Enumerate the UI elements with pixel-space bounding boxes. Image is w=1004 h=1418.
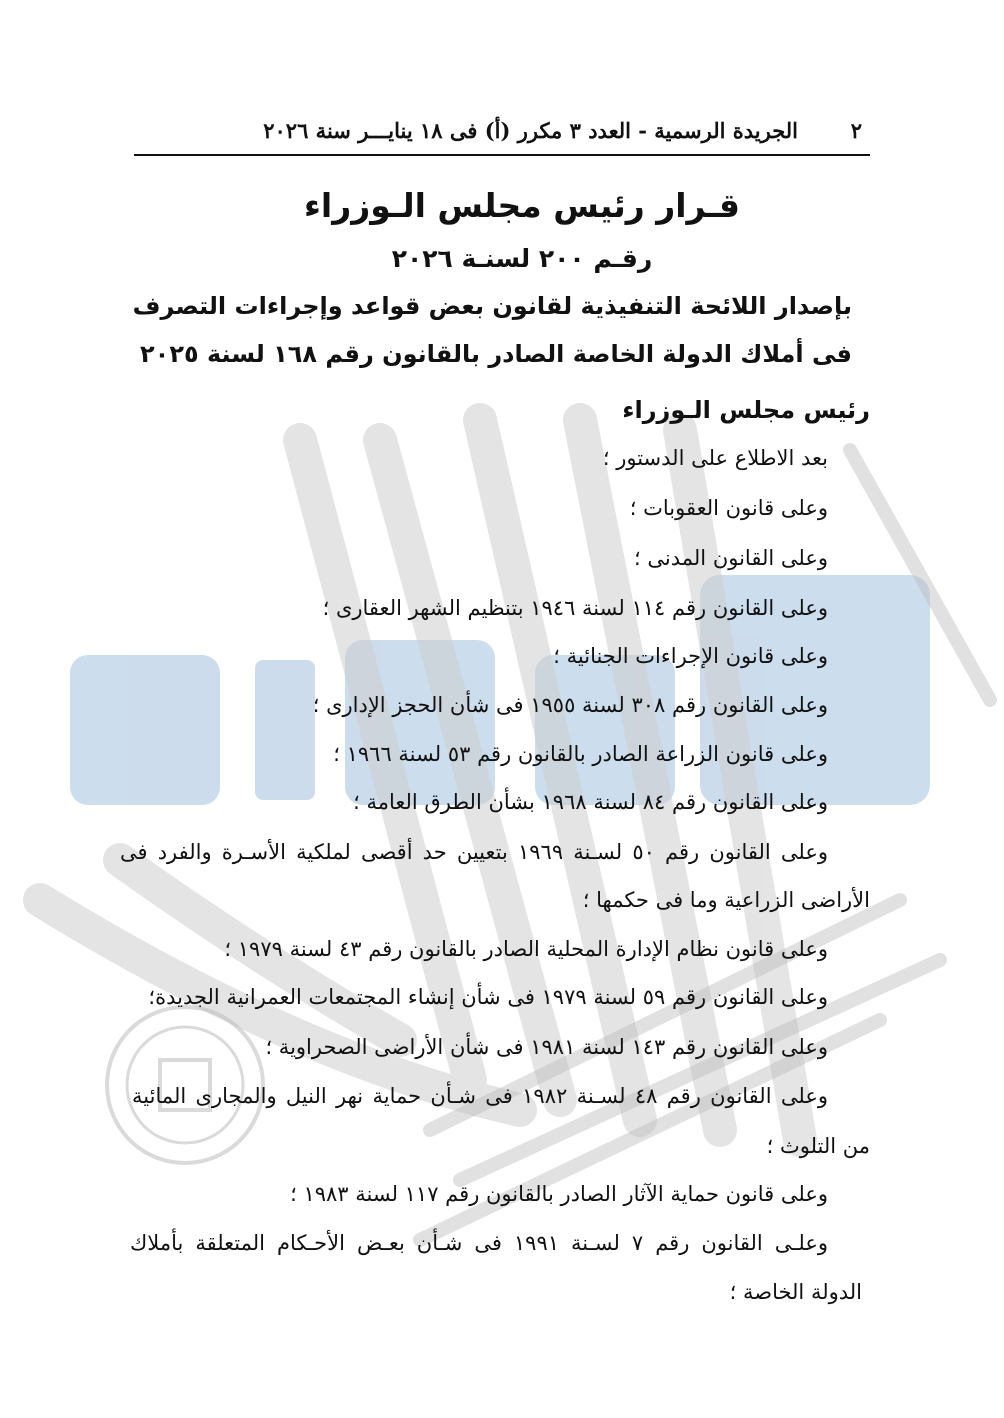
preamble-line: وعلى القانون المدنى ؛	[634, 546, 828, 570]
decree-subject-line-2: فى أملاك الدولة الخاصة الصادر بالقانون رقم ١٦٨ لسنة ٢٠٢٥	[140, 340, 852, 368]
preamble-line: الدولة الخاصة ؛	[729, 1280, 862, 1304]
preamble-line: وعلى قانون الإجراءات الجنائية ؛	[553, 644, 828, 668]
preamble-line: من التلوث ؛	[766, 1134, 870, 1158]
decree-subject-line-1: بإصدار اللائحة التنفيذية لقانون بعض قواعد وإجراءات التصرف	[132, 292, 852, 320]
preamble-line: وعلى القانون رقم ٥٩ لسنة ١٩٧٩ فى شأن إنشاء المجتمعات العمرانية الجديدة؛	[148, 985, 828, 1009]
decree-number: رقـم ٢٠٠ لسنـة ٢٠٢٦	[391, 244, 653, 273]
preamble-line: وعلى القانون رقم ١١٤ لسنة ١٩٤٦ بتنظيم الشهر العقارى ؛	[322, 596, 828, 620]
preamble-line: وعلى القانون رقم ٤٨ لسـنة ١٩٨٢ فى شـأن حماية نهر النيل والمجارى المائية	[132, 1084, 828, 1108]
preamble-line: وعلى قانون الزراعة الصادر بالقانون رقم ٥٣ لسنة ١٩٦٦ ؛	[333, 742, 828, 766]
preamble-line: وعلى قانون نظام الإدارة المحلية الصادر بالقانون رقم ٤٣ لسنة ١٩٧٩ ؛	[224, 937, 828, 961]
preamble-line: وعلى القانون رقم ٣٠٨ لسنة ١٩٥٥ فى شأن الحجز الإدارى ؛	[312, 693, 828, 717]
preamble-line: وعلى القانون رقم ١٤٣ لسنة ١٩٨١ فى شأن الأراضى الصحراوية ؛	[265, 1035, 828, 1059]
running-header	[134, 110, 870, 156]
preamble-line: وعلى قانون العقوبات ؛	[629, 496, 828, 520]
preamble-line: وعلـى القانون رقم ٧ لسـنة ١٩٩١ فى شـأن بعـض الأحـكام المتعلقة بأملاك	[130, 1231, 829, 1255]
preamble-line: بعد الاطلاع على الدستور ؛	[602, 446, 828, 470]
gazette-issue-line: الجريدة الرسمية - العدد ٣ مكرر (أ) فى ١٨ ينايـــر سنة ٢٠٢٦	[263, 118, 798, 143]
decree-title: قـرار رئيس مجلس الـوزراء	[304, 186, 740, 225]
page-number: ٢	[850, 118, 862, 143]
preamble-line: وعلى قانون حماية الآثار الصادر بالقانون رقم ١١٧ لسنة ١٩٨٣ ؛	[290, 1182, 828, 1206]
preamble-line: وعلى القانون رقم ٨٤ لسنة ١٩٦٨ بشأن الطرق العامة ؛	[353, 790, 828, 814]
preamble-line: وعلى القانون رقم ٥٠ لسـنة ١٩٦٩ بتعيين حد أقصى لملكية الأسـرة والفرد فى	[120, 840, 828, 864]
preamble-line: الأراضى الزراعية وما فى حكمها ؛	[582, 888, 870, 912]
issuer-heading: رئيس مجلس الـوزراء	[622, 396, 870, 424]
